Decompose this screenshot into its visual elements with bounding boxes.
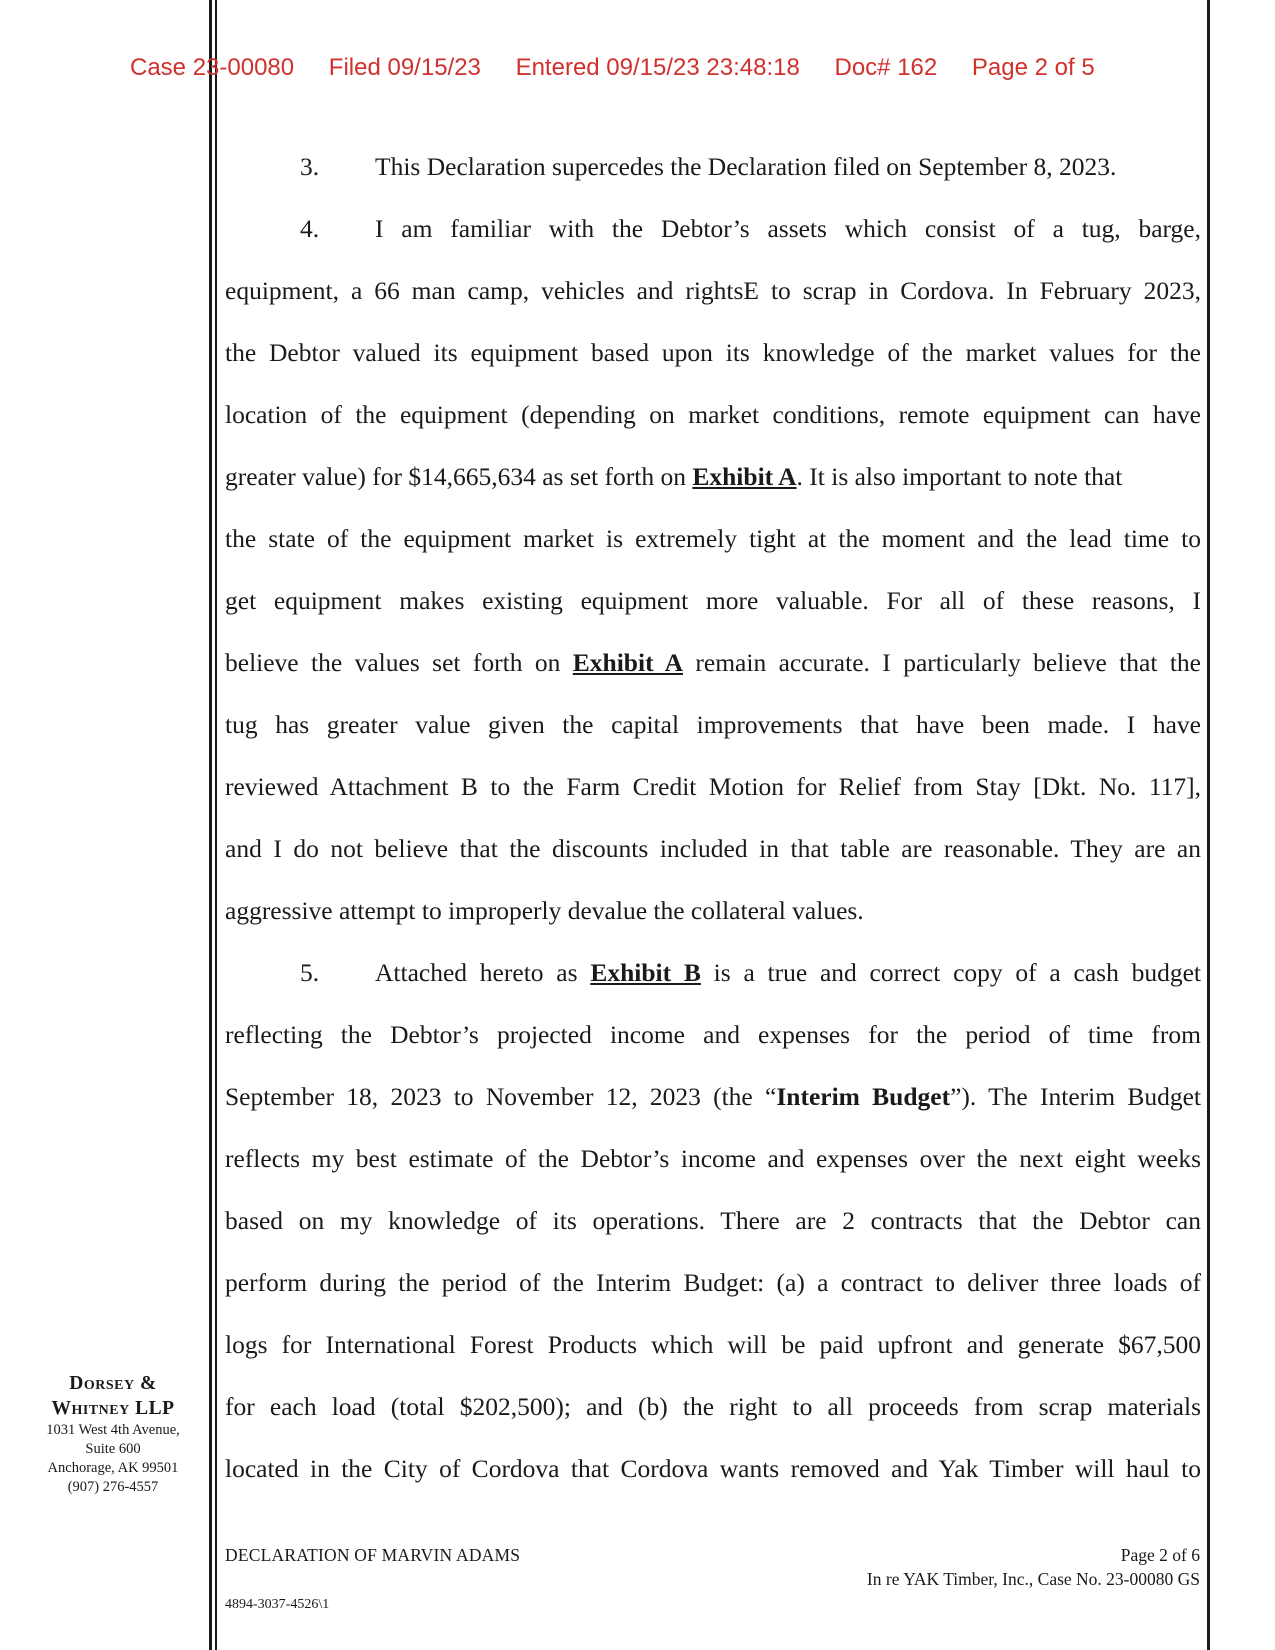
stamp-doc: Doc# 162 [834, 54, 938, 81]
text-run: Attached hereto as [375, 958, 591, 987]
law-firm-block [22, 1371, 204, 1497]
text-run: . It is also important to note that [796, 462, 1123, 491]
left-margin-rule-inner [215, 0, 217, 1650]
text-run: ”). The Interim Budget [950, 1082, 1201, 1111]
footer-document-title: DECLARATION OF MARVIN ADAMS [225, 1545, 521, 1565]
exhibit-b-reference: Exhibit B [590, 958, 701, 987]
stamp-entered: Entered 09/15/23 23:48:18 [515, 54, 800, 81]
paragraph-4-line: the state of the equipment market is extremely tight at the moment and the lead time to [225, 524, 1201, 553]
paragraph-5-line: located in the City of Cordova that Cordova wants removed and Yak Timber will haul to [225, 1454, 1201, 1483]
paragraph-4-line [225, 446, 1201, 508]
paragraph-number: 5. [300, 958, 320, 987]
text-run: believe the values set forth on [225, 648, 573, 677]
paragraph-5-line: reflecting the Debtor’s projected income and expenses for the period of time from [225, 1020, 1201, 1049]
text-run: September 18, 2023 to November 12, 2023 (the “ [225, 1082, 777, 1111]
paragraph-4-line [225, 632, 1201, 694]
court-filing-stamp [130, 54, 1123, 82]
paragraph-5-line [225, 1066, 1201, 1128]
firm-address-suite: Suite 600 [85, 1441, 141, 1457]
firm-name-line1: Dorsey & [69, 1373, 157, 1394]
text-run: is a true and correct copy of a cash budget [700, 958, 1201, 987]
paragraph-5-line: perform during the period of the Interim Budget: (a) a contract to deliver three loads of [225, 1268, 1201, 1297]
declaration-body [225, 136, 1201, 1500]
paragraph-4-line: the Debtor valued its equipment based upon its knowledge of the market values for the [225, 338, 1201, 367]
text-run: remain accurate. I particularly believe that the [682, 648, 1201, 677]
paragraph-text [375, 942, 1201, 1004]
paragraph-4-line [225, 198, 1201, 260]
paragraph-number: 3. [300, 152, 320, 181]
footer-page-number: Page 2 of 6 [1120, 1545, 1200, 1565]
text-run: greater value) for $14,665,634 as set forth on [225, 462, 693, 491]
paragraph-5-line: logs for International Forest Products which will be paid upfront and generate $67,500 [225, 1330, 1201, 1359]
paragraph-text: I am familiar with the Debtor’s assets which consist of a tug, barge, [375, 214, 1201, 243]
paragraph-4-line: location of the equipment (depending on market conditions, remote equipment can have [225, 400, 1201, 429]
firm-address-city: Anchorage, AK 99501 [47, 1460, 179, 1476]
stamp-filed: Filed 09/15/23 [328, 54, 481, 81]
paragraph-4-line: tug has greater value given the capital improvements that have been made. I have [225, 710, 1201, 739]
stamp-case: Case 23-00080 [130, 54, 295, 81]
paragraph-number: 4. [300, 214, 320, 243]
paragraph-4-line: and I do not believe that the discounts included in that table are reasonable. They are an [225, 834, 1201, 863]
paragraph-4-line: equipment, a 66 man camp, vehicles and rightsE to scrap in Cordova. In February 2023, [225, 276, 1201, 305]
exhibit-a-reference: Exhibit A [572, 648, 683, 677]
paragraph-5-line: based on my knowledge of its operations. There are 2 contracts that the Debtor can [225, 1206, 1201, 1235]
footer-document-id: 4894-3037-4526\1 [225, 1597, 330, 1612]
footer-case-caption: In re YAK Timber, Inc., Case No. 23-00080 GS [866, 1569, 1200, 1589]
firm-address-street: 1031 West 4th Avenue, [46, 1422, 180, 1438]
interim-budget-term: Interim Budget [776, 1082, 951, 1111]
paragraph-5-line: for each load (total $202,500); and (b) the right to all proceeds from scrap materials [225, 1392, 1201, 1421]
right-margin-rule [1207, 0, 1210, 1650]
paragraph-4-line: reviewed Attachment B to the Farm Credit Motion for Relief from Stay [Dkt. No. 117], [225, 772, 1201, 801]
exhibit-a-reference: Exhibit A [692, 462, 797, 491]
paragraph-4-line: get equipment makes existing equipment more valuable. For all of these reasons, I [225, 586, 1201, 615]
paragraph-3 [225, 136, 1201, 198]
paragraph-4-line: aggressive attempt to improperly devalue the collateral values. [225, 896, 864, 925]
firm-phone: (907) 276-4557 [67, 1479, 159, 1495]
paragraph-text: This Declaration supercedes the Declaration filed on September 8, 2023. [375, 152, 1117, 181]
stamp-page: Page 2 of 5 [971, 54, 1095, 81]
paragraph-5-line [225, 942, 1201, 1004]
firm-name-line2: Whitney LLP [51, 1398, 175, 1419]
left-margin-rule [209, 0, 212, 1650]
paragraph-5-line: reflects my best estimate of the Debtor’s income and expenses over the next eight weeks [225, 1144, 1201, 1173]
